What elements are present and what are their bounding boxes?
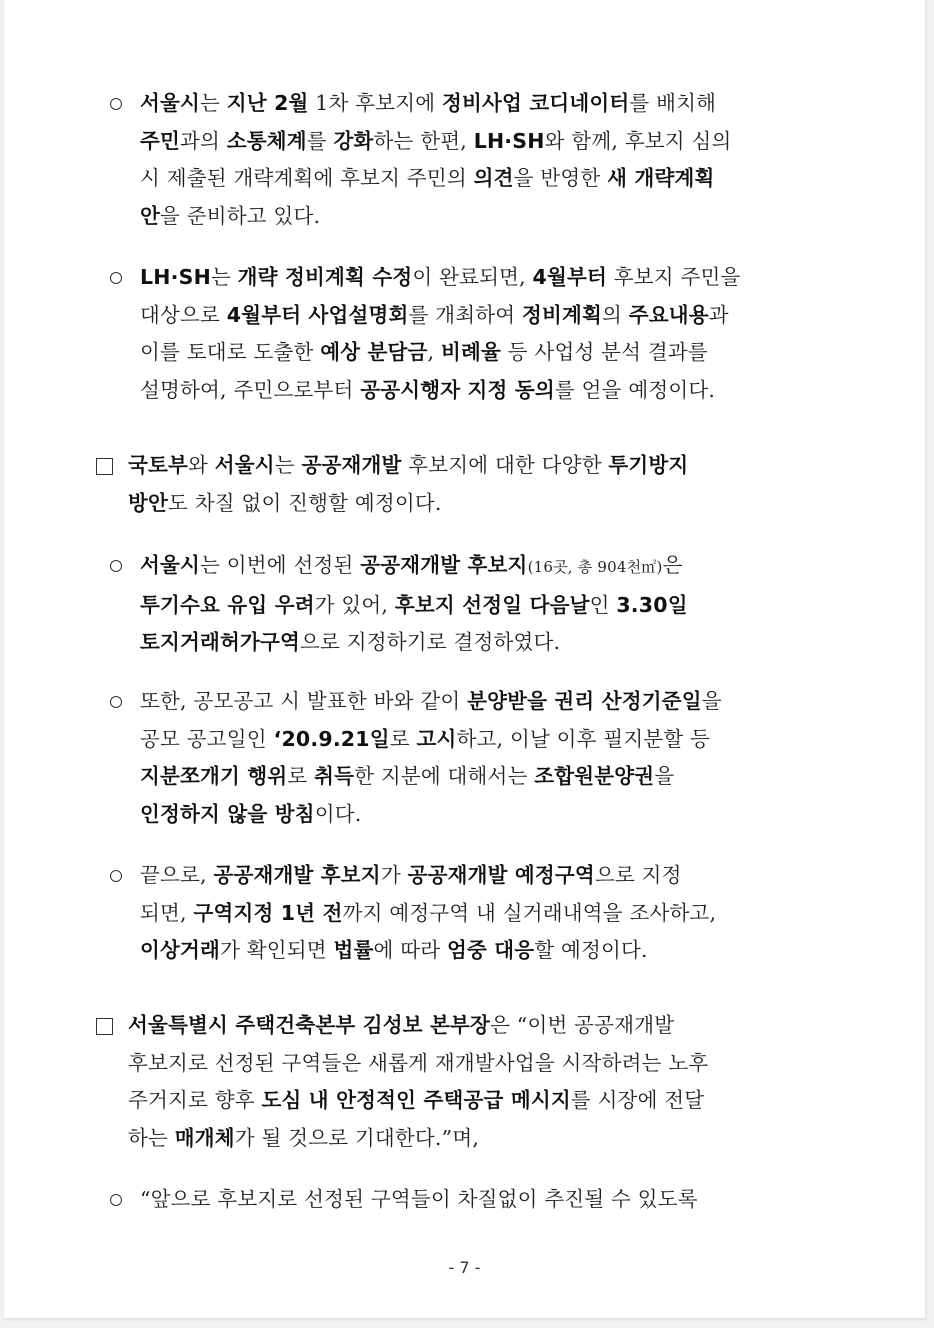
bold-text-segment: 주민 [140,128,181,153]
text-line [140,85,847,123]
bold-text-segment: 후보지 선정일 다음날 [394,592,590,617]
text-segment: 까지 예정구역 내 실거래내역을 조사하고, [342,900,717,925]
text-segment: 도 차질 없이 진행할 예정이다. [168,490,442,515]
text-segment: 을 [701,689,722,713]
text-segment: 가 될 것으로 기대한다.”며, [234,1125,480,1150]
text-segment: 1차 후보지에 [308,91,442,115]
bold-text-segment: 고시 [416,726,457,751]
bold-text-segment: 공공재개발 예정구역 [407,863,595,887]
bold-text-segment: 비례율 [440,340,501,364]
bold-text-segment: 의견 [473,166,514,190]
text-line [140,721,847,759]
bold-text-segment: LH·SH [473,128,545,153]
text-segment: 를 시장에 전달 [570,1088,705,1112]
bold-text-segment: 서울시 [214,453,275,477]
text-segment: 를 얻을 예정이다. [554,377,716,402]
text-line [128,1007,839,1045]
text-segment: 을 [654,764,675,788]
bold-text-segment: 도심 내 안정적인 주택공급 메시지 [261,1088,571,1112]
text-segment: 와 함께, 후보지 심의 [544,128,732,153]
text-segment: 공모 공고일인 [140,726,274,751]
bold-text-segment: 인정하지 않을 방침 [140,801,315,826]
circle-bullet-icon [110,560,122,572]
bold-text-segment: 정비사업 코디네이터 [441,91,630,115]
circle-bullet-icon [110,272,122,284]
text-line [140,259,847,297]
bold-text-segment: 구역지정 1년 전 [193,900,343,925]
text-segment: 이를 토대로 도출한 [140,340,321,364]
text-segment: 할 예정이다. [534,938,648,962]
bold-text-segment: 소통체계 [226,128,307,153]
text-line [140,624,847,662]
text-segment: 주거지로 향후 [128,1088,262,1112]
paragraph-lhsh-briefing [140,259,847,409]
text-line [128,447,818,485]
text-line [140,932,847,970]
bold-text-segment: 조합원분양권 [534,764,655,788]
text-line [140,895,847,933]
bold-text-segment: 서울시 [140,91,201,115]
text-line [140,857,847,895]
bold-text-segment: LH·SH [140,265,211,289]
circle-bullet-icon [110,696,122,708]
text-segment: 후보지로 선정된 구역들은 새롭게 재개발사업을 시작하려는 노후 [128,1050,709,1075]
bold-text-segment: ‘20.9.21일 [273,726,390,751]
text-segment: 는 [210,265,238,289]
text-line [140,1181,847,1219]
text-segment: 하는 [128,1125,175,1150]
paragraph-future-support [140,1181,847,1219]
paragraph-transaction-investigation [140,857,847,970]
paragraph-director-quote [128,1007,839,1157]
text-segment: (16곳, 총 904천㎡) [527,558,663,576]
bold-text-segment: 서울시 [140,553,201,577]
bold-text-segment: 4월부터 [532,265,608,289]
bold-text-segment: 새 개략계획 [607,166,715,190]
text-line [140,796,847,834]
bold-text-segment: 개략 정비계획 수정 [237,265,413,289]
text-line [140,683,847,721]
text-line [140,297,847,335]
text-segment: 하고, 이날 이후 필지분할 등 [456,726,711,751]
text-segment: “앞으로 후보지로 선정된 구역들이 차질없이 추진될 수 있도록 [140,1187,698,1211]
text-segment: 을 준비하고 있다. [160,203,321,228]
bold-text-segment: 분양받을 권리 산정기준일 [467,689,702,713]
text-segment: 는 [200,91,227,115]
paragraph-speculation-prevention [128,447,818,522]
text-line [140,334,847,372]
bold-text-segment: 국토부 [128,453,189,477]
text-segment: 끝으로, [140,863,214,887]
text-segment: 이다. [314,801,362,826]
bold-text-segment: 4월부터 사업설명회 [226,302,409,327]
text-segment: 후보지에 대한 다양한 [401,453,609,477]
bold-text-segment: 공공시행자 지정 동의 [360,377,555,402]
text-segment: 을 반영한 [513,166,608,190]
bold-text-segment: 이상거래 [140,938,221,962]
text-segment: 시 제출된 개략계획에 후보지 주민의 [140,166,474,190]
paragraph-coordinator [140,85,847,235]
paragraph-land-permit-zone [140,547,847,662]
text-segment: 설명하여, 주민으로부터 [140,377,361,402]
bold-text-segment: 지분쪼개기 행위 [140,764,288,788]
bold-text-segment: 안 [140,203,161,228]
bold-text-segment: 공공재개발 후보지 [360,553,528,577]
bold-text-segment: 법률 [333,938,374,962]
bold-text-segment: 취득 [314,764,355,788]
bold-text-segment: 예상 분담금 [320,340,428,364]
text-segment: 가 확인되면 [220,938,334,962]
text-line [140,758,847,796]
bold-text-segment: 공공재개발 [301,453,402,477]
text-segment: 은 “이번 공공재개발 [490,1013,675,1037]
document-page [4,0,926,1319]
text-segment: 또한, 공모공고 시 발표한 바와 같이 [140,689,468,713]
text-segment: 한 지분에 대해서는 [354,764,535,788]
bold-text-segment: 공공재개발 후보지 [213,863,381,887]
bold-text-segment: 서울특별시 주택건축본부 김성보 본부장 [128,1013,491,1037]
bold-text-segment: 지난 2월 [226,91,309,115]
bold-text-segment: 3.30일 [616,592,688,617]
text-line [128,1045,839,1083]
text-segment: 가 [380,863,408,887]
bold-text-segment: 투기수요 유입 우려 [140,592,315,617]
text-segment: 으로 지정하기로 결정하였다. [300,630,561,654]
text-segment: 로 [389,726,417,751]
text-segment: 과 [708,302,729,327]
text-segment: 후보지 주민을 [607,265,741,289]
text-segment: 를 [306,128,334,153]
bold-text-segment: 방안 [128,490,169,515]
bold-text-segment: 강화 [333,128,374,153]
text-segment: 가 있어, [314,592,395,617]
bold-text-segment: 토지거래허가구역 [140,630,301,654]
paragraph-right-standard-date [140,683,847,833]
text-segment: 를 배치해 [629,91,717,115]
text-segment: 를 개최하여 [408,302,523,327]
circle-bullet-icon [110,870,122,882]
bold-text-segment: 투기방지 [608,453,689,477]
checkbox-square-icon [96,458,113,475]
checkbox-square-icon [96,1018,113,1035]
text-line [140,198,847,236]
text-segment: 으로 지정 [594,863,682,887]
text-segment: 되면, [140,900,194,925]
text-line [128,485,818,523]
text-segment: 는 이번에 선정된 [200,553,361,577]
text-line [140,372,847,410]
text-line [128,1120,839,1158]
text-segment: 의 [602,302,629,327]
text-line [128,1082,839,1120]
text-segment: 로 [287,764,315,788]
text-segment: 는 [274,453,302,477]
circle-bullet-icon [110,98,122,110]
text-line [140,123,847,161]
text-segment: 과의 [180,128,227,153]
text-segment: 대상으로 [140,302,227,327]
bold-text-segment: 매개체 [174,1125,235,1150]
page-number: - 7 - [448,1258,481,1277]
text-segment: 등 사업성 분석 결과를 [501,340,708,364]
text-segment: 은 [662,553,683,577]
text-line [140,547,847,587]
text-segment: 와 [188,453,215,477]
text-segment: , [427,340,441,364]
text-segment: 이 완료되면, [412,265,533,289]
text-line [140,160,847,198]
text-line [140,587,847,625]
text-segment: 하는 한편, [373,128,474,153]
bold-text-segment: 엄중 대응 [446,938,535,962]
bold-text-segment: 주요내용 [628,302,709,327]
circle-bullet-icon [110,1194,122,1206]
text-segment: 인 [589,592,617,617]
bold-text-segment: 정비계획 [522,302,603,327]
text-segment: 에 따라 [373,938,447,962]
